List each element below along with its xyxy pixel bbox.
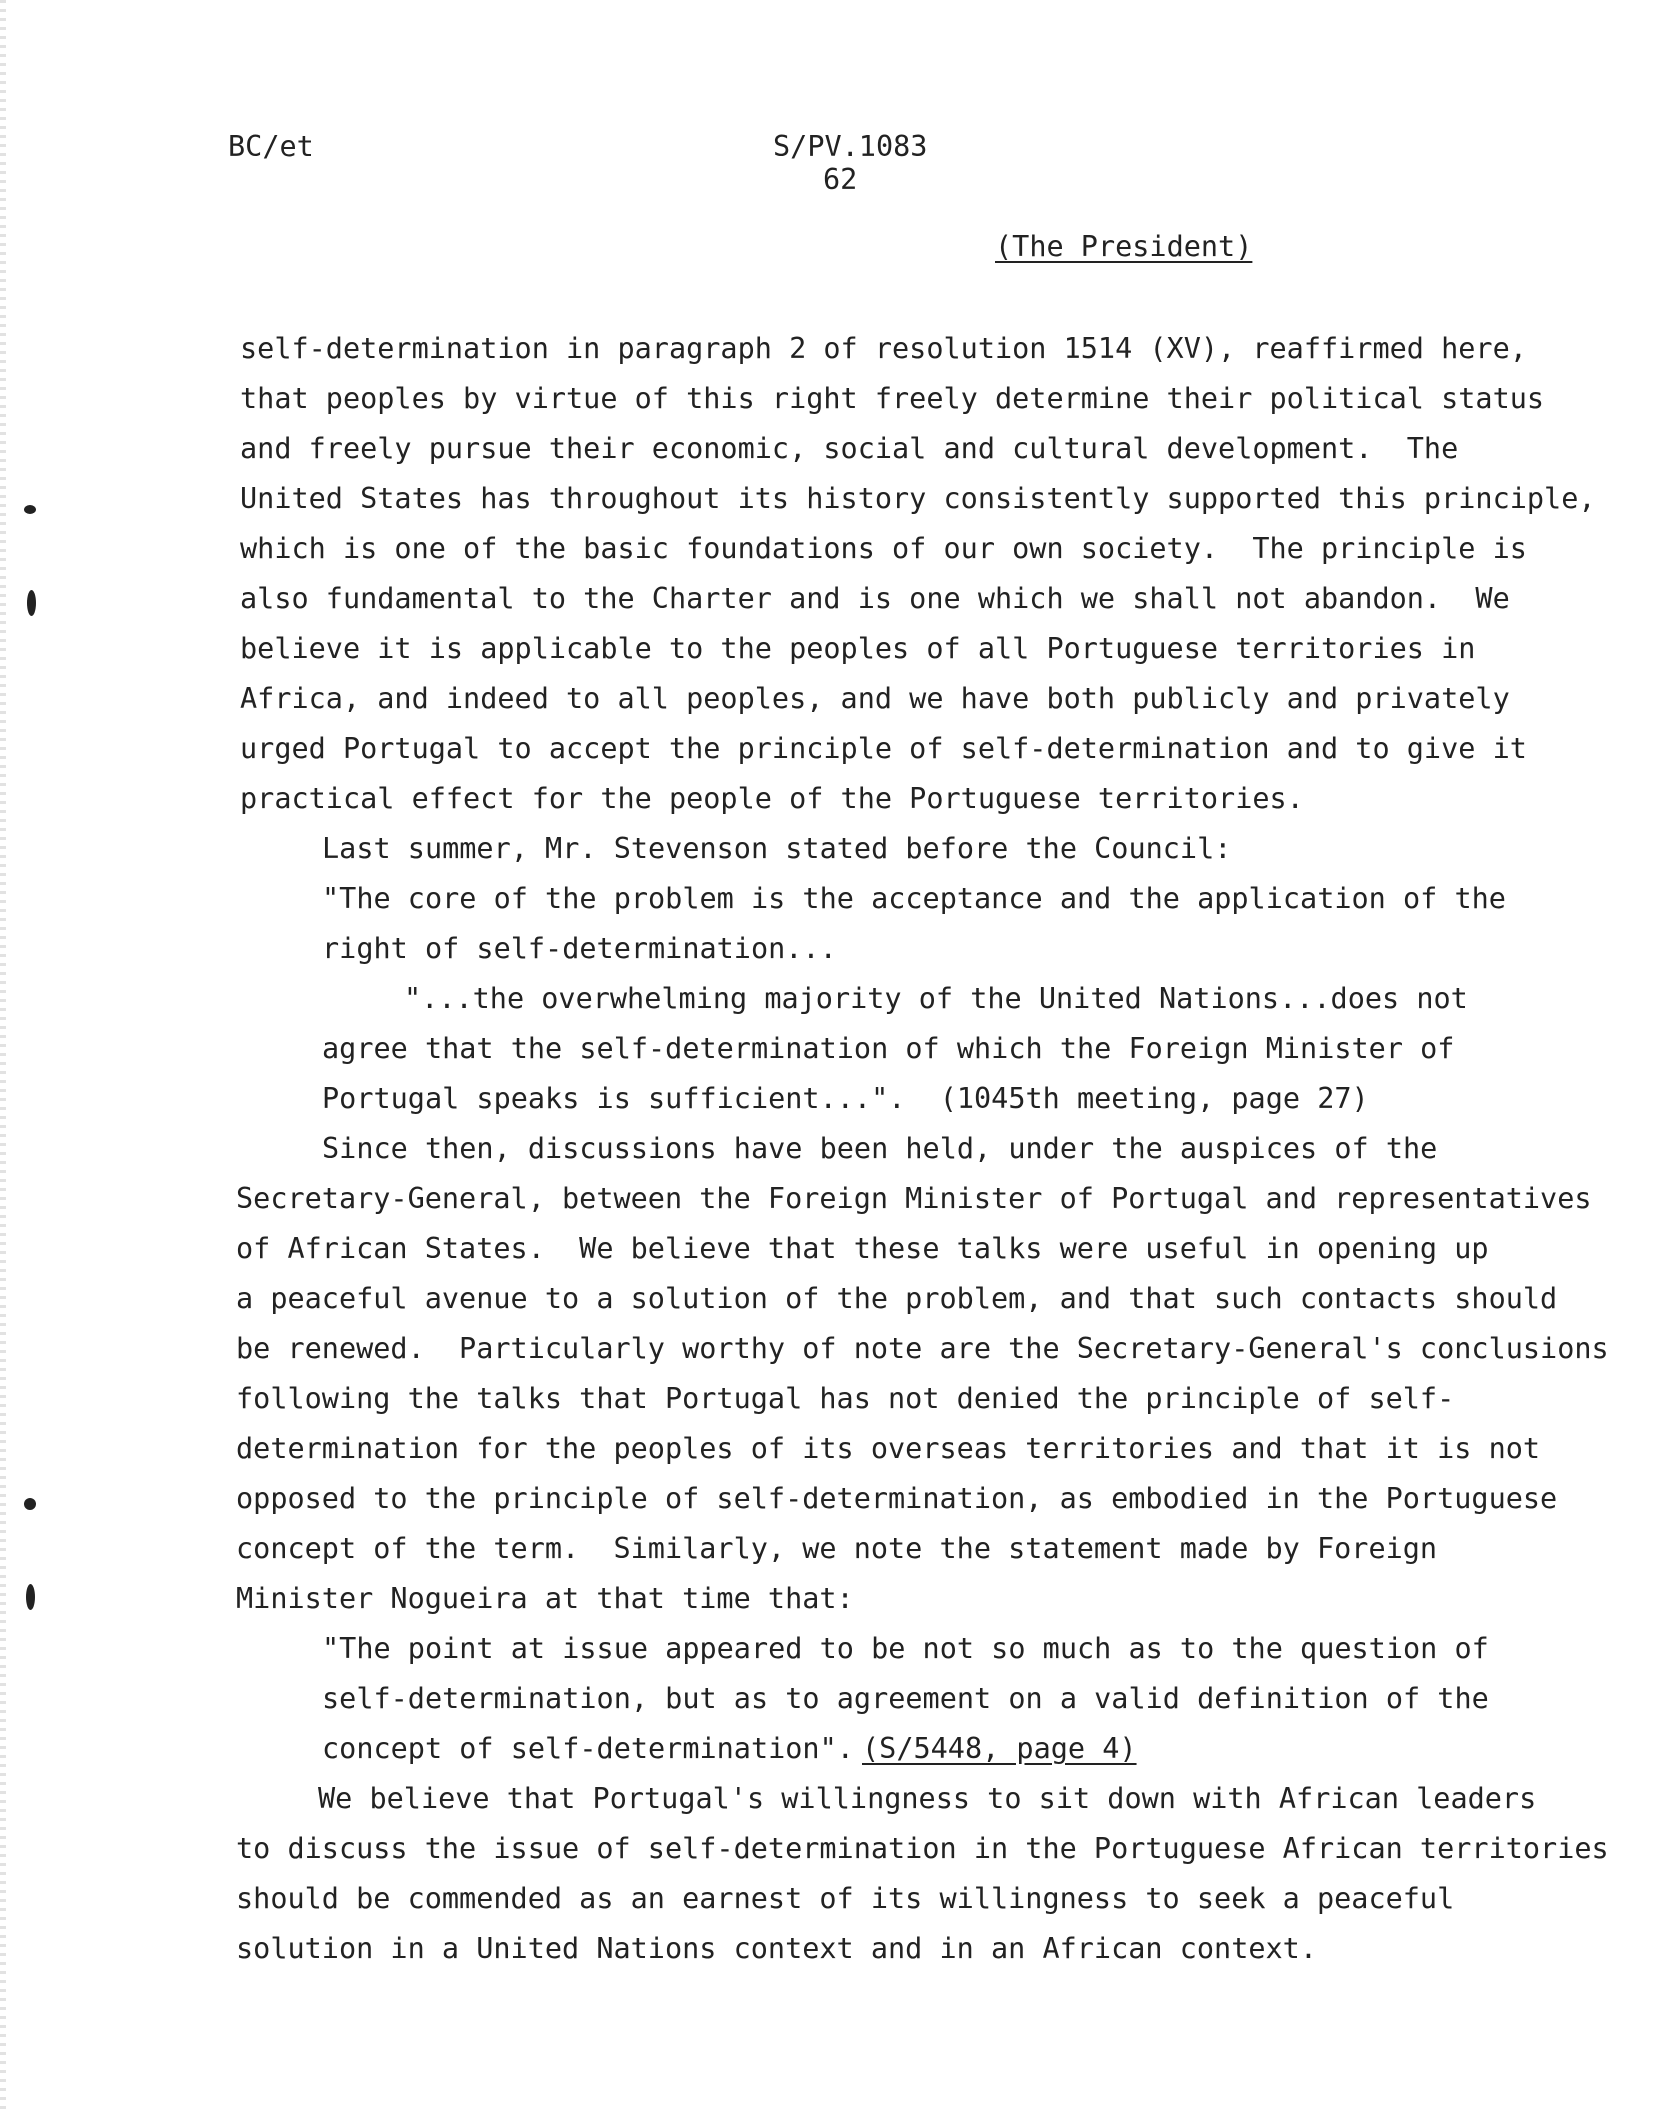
- body-line: Secretary-General, between the Foreign Minister of Portugal and representatives: [236, 1182, 1592, 1215]
- body-line: a peaceful avenue to a solution of the problem, and that such contacts should: [236, 1282, 1558, 1315]
- scan-edge-noise: [0, 0, 6, 2112]
- quote-line: "The core of the problem is the acceptance and the application of the: [322, 882, 1506, 915]
- quote-line: Portugal speaks is sufficient...". (1045th meeting, page 27): [322, 1082, 1369, 1115]
- body-line: to discuss the issue of self-determination in the Portuguese African territories: [236, 1832, 1609, 1865]
- page-number: 62: [823, 163, 858, 196]
- citation-reference: (S/5448, page 4): [862, 1732, 1137, 1765]
- body-line: practical effect for the people of the Portuguese territories.: [240, 782, 1304, 815]
- body-line: Minister Nogueira at that time that:: [236, 1582, 854, 1615]
- quote-line: "The point at issue appeared to be not so much as to the question of: [322, 1632, 1489, 1665]
- body-line: and freely pursue their economic, social and cultural development. The: [240, 432, 1459, 465]
- body-line: United States has throughout its history consistently supported this principle,: [240, 482, 1596, 515]
- body-line: self-determination in paragraph 2 of resolution 1514 (XV), reaffirmed here,: [240, 332, 1527, 365]
- quote-line: self-determination, but as to agreement on a valid definition of the: [322, 1682, 1489, 1715]
- body-line: of African States. We believe that these talks were useful in opening up: [236, 1232, 1489, 1265]
- body-line: following the talks that Portugal has not denied the principle of self-: [236, 1382, 1455, 1415]
- body-line: determination for the peoples of its overseas territories and that it is not: [236, 1432, 1541, 1465]
- body-line: be renewed. Particularly worthy of note are the Secretary-General's conclusions: [236, 1332, 1609, 1365]
- body-line: We believe that Portugal's willingness to sit down with African leaders: [318, 1782, 1537, 1815]
- body-line: Last summer, Mr. Stevenson stated before the Council:: [322, 832, 1232, 865]
- body-line: also fundamental to the Charter and is one which we shall not abandon. We: [240, 582, 1510, 615]
- body-line: which is one of the basic foundations of our own society. The principle is: [240, 532, 1527, 565]
- scan-speck: [24, 505, 36, 514]
- scan-speck: [24, 1498, 36, 1510]
- speaker-label: (The President): [995, 230, 1253, 263]
- body-line: should be commended as an earnest of its willingness to seek a peaceful: [236, 1882, 1455, 1915]
- body-line: opposed to the principle of self-determination, as embodied in the Portuguese: [236, 1482, 1558, 1515]
- body-line: concept of the term. Similarly, we note the statement made by Foreign: [236, 1532, 1438, 1565]
- scan-speck: [26, 1584, 35, 1610]
- body-line: believe it is applicable to the peoples of all Portuguese territories in: [240, 632, 1476, 665]
- body-line: urged Portugal to accept the principle of self-determination and to give it: [240, 732, 1527, 765]
- quote-line: "...the overwhelming majority of the United Nations...does not: [404, 982, 1468, 1015]
- quote-line: agree that the self-determination of which the Foreign Minister of: [322, 1032, 1455, 1065]
- scan-speck: [27, 590, 36, 616]
- body-line: that peoples by virtue of this right freely determine their political status: [240, 382, 1545, 415]
- quote-line: right of self-determination...: [322, 932, 837, 965]
- body-line: Africa, and indeed to all peoples, and we have both publicly and privately: [240, 682, 1510, 715]
- quote-line: concept of self-determination".: [322, 1732, 854, 1765]
- body-line: Since then, discussions have been held, under the auspices of the: [322, 1132, 1438, 1165]
- body-line: solution in a United Nations context and in an African context.: [236, 1932, 1317, 1965]
- document-symbol: S/PV.1083: [773, 130, 928, 163]
- document-initials: BC/et: [228, 130, 314, 163]
